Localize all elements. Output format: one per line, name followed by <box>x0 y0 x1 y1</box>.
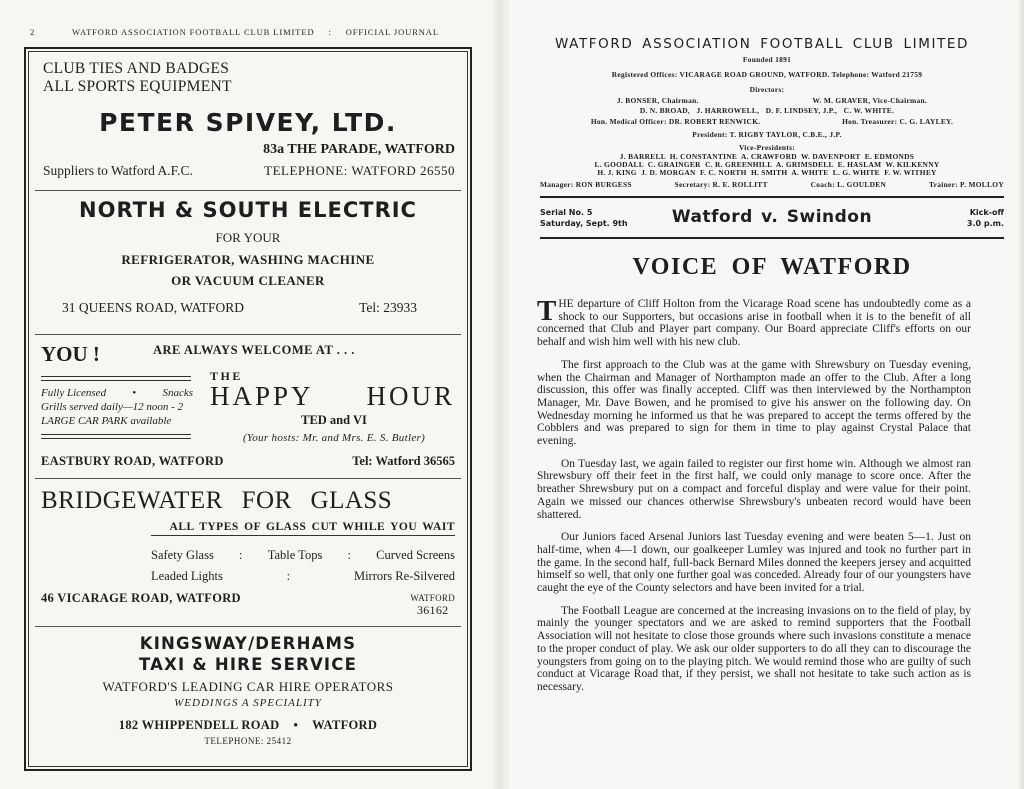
divider <box>35 626 461 627</box>
ad-telephone: TELEPHONE: 25412 <box>204 736 292 746</box>
staff-row <box>540 180 1004 189</box>
double-rule <box>41 376 191 381</box>
service-item: Safety Glass <box>151 548 214 562</box>
article-paragraph: The Football League are concerned at the increasing invasions on to the field of play, by mainly the younger spectators and we are asked to remind supporters that the Football Association will not hesitate to close those grounds where such invasions constitute a menace to the proper conduct of play. We ask our older supporters to do all they can to discourage the youngsters from going on to the playing pitch. We would remind those who are guilty of such conduct at Vicarage Road that, if they persist, we shall not hesitate to take such action as is necessary. <box>537 604 971 693</box>
staff-member: Coach: L. GOULDEN <box>810 180 887 189</box>
divider <box>35 334 461 335</box>
divider <box>35 478 461 479</box>
name-word: HOUR <box>366 381 455 411</box>
officers-row <box>550 117 994 126</box>
header-journal: OFFICIAL JOURNAL <box>345 27 439 37</box>
ad-business-name: BRIDGEWATER FOR GLASS <box>41 487 393 514</box>
feature-text: Grills served daily—12 noon - 2 <box>41 401 184 413</box>
bullet-icon: • <box>132 387 137 399</box>
ad-address: 83a THE PARADE, WATFORD <box>263 142 455 157</box>
ad-line: REFRIGERATOR, WASHING MACHINE <box>121 252 375 267</box>
ad-tagline: Suppliers to Watford A.F.C. <box>43 163 193 178</box>
feature-text: LARGE CAR PARK available <box>41 415 172 427</box>
match-date: Saturday, Sept. 9th <box>540 219 628 228</box>
vice-presidents-row: L. GOODALL C. GRAINGER C. R. GREENHILL A. GRIMSDELL E. HASLAM W. KILKENNY <box>594 160 940 169</box>
staff-member: Secretary: R. E. ROLLITT <box>674 180 768 189</box>
vice-presidents-row: J. BARRELL H. CONSTANTINE A. CRAWFORD W. DAVENPORT E. EDMONDS <box>619 152 915 161</box>
article-body <box>537 295 971 704</box>
article-headline: VOICE OF WATFORD <box>632 254 912 280</box>
ad-tagline: WATFORD'S LEADING CAR HIRE OPERATORS <box>102 679 394 694</box>
ad-features <box>41 386 193 428</box>
divider <box>540 237 1004 239</box>
ads-frame <box>24 47 472 771</box>
article-paragraph: The first approach to the Club was at the game with Shrewsbury on Tuesday evening, when the Chairman and Manager of Northampton made an offer to the Club. After a long discussion, this offer was finally accepted. Cliff was then interviewed by the Northampton Manager, Mr. Dave Bowen, and he promised to give his answer on the following day. On Wednesday morning he informed us that he was prepared to accept the terms offered by the Cobblers and was prepared to sign for them in time to play against Crystal Palace that evening. <box>537 358 971 448</box>
header-title: WATFORD ASSOCIATION FOOTBALL CLUB LIMITED <box>72 27 315 37</box>
director: J. BONSER, Chairman. <box>616 96 699 105</box>
paragraph-text: HE departure of Cliff Holton from the Vicarage Road scene has undoubtedly come as a shock to our Supporters, but occasions arise in football when it is to the benefit of all concerned that Club and Player part company. Our Board appreciate Cliff's efforts on our behalf and wish him well with his new club. <box>537 298 971 349</box>
service-item: Leaded Lights <box>151 569 223 583</box>
ad-services <box>151 548 455 590</box>
bullet-icon: • <box>293 718 299 732</box>
article-paragraph: On Tuesday last, we again failed to register our first home win. Although we almost ran Shrewsbury off their feet in the first half, we could only manage to score once. After the breather Shrewsbury put on a compact and forceful display and were value for their point. Again we missed our chances otherwise Shrewsbury's unbeaten record would have been shattered. <box>537 457 971 521</box>
ad-address: EASTBURY ROAD, WATFORD <box>41 454 224 468</box>
directors-row: D. N. BROAD, J. HARROWELL, D. F. LINDSEY, J.P., C. W. WHITE. <box>639 106 895 115</box>
tel-number: 36162 <box>416 603 449 617</box>
vice-presidents-label: Vice-Presidents: <box>738 143 796 152</box>
vice-presidents-row: H. J. KING J. D. MORGAN F. C. NORTH H. SMITH A. WHITE L. G. WHITE F. W. WITHEY <box>597 168 937 177</box>
ad-telephone <box>410 592 455 616</box>
address-road: 182 WHIPPENDELL ROAD <box>118 718 280 732</box>
page-edge <box>1018 0 1024 789</box>
ad-telephone: Tel: 23933 <box>359 300 417 315</box>
address-town: WATFORD <box>312 718 378 732</box>
ad-welcome: ARE ALWAYS WELCOME AT . . . <box>153 343 355 357</box>
service-item: Table Tops <box>267 548 323 562</box>
separator: : <box>239 548 243 562</box>
ad-business-name: PETER SPIVEY, LTD. <box>99 108 397 137</box>
ad-happy-hour <box>29 336 467 478</box>
book-gutter <box>492 0 510 789</box>
ad-the: THE <box>210 369 243 383</box>
ad-peter-spivey <box>29 52 467 190</box>
header-separator: : <box>328 27 332 37</box>
founded: Founded 1891 <box>742 55 792 64</box>
directors-row <box>560 96 984 105</box>
name-word: HAPPY <box>210 381 314 411</box>
serial-number: Serial No. 5 <box>540 208 593 217</box>
director: W. M. GRAVER, Vice-Chairman. <box>812 96 928 105</box>
ad-telephone: Tel: Watford 36565 <box>352 454 455 468</box>
ad-line: ALL SPORTS EQUIPMENT <box>43 78 232 95</box>
feature-text: Snacks <box>162 387 193 399</box>
ad-you: YOU ! <box>41 342 100 366</box>
directors-label: Directors: <box>749 85 785 94</box>
ad-telephone: TELEPHONE: WATFORD 26550 <box>264 163 455 178</box>
service-item: Mirrors Re-Silvered <box>353 569 455 583</box>
article-paragraph <box>537 295 971 349</box>
tel-label: WATFORD <box>410 593 455 603</box>
ad-line: OR VACUUM CLEANER <box>171 273 325 288</box>
ad-business-name <box>210 381 455 412</box>
ad-business-name: NORTH & SOUTH ELECTRIC <box>79 198 417 222</box>
match-banner <box>540 200 1004 238</box>
staff-member: Manager: RON BURGESS <box>540 180 632 189</box>
kickoff <box>967 207 1004 229</box>
ad-line: CLUB TIES AND BADGES <box>43 60 230 77</box>
separator: : <box>347 548 351 562</box>
ad-tagline: ALL TYPES OF GLASS CUT WHILE YOU WAIT <box>151 521 455 536</box>
page-number: 2 <box>30 27 36 37</box>
registered-offices: Registered Offices: VICARAGE ROAD GROUND, WATFORD. Telephone: Watford 21759 <box>611 70 923 79</box>
ad-speciality: WEDDINGS A SPECIALITY <box>174 697 322 709</box>
kickoff-time: 3.0 p.m. <box>966 219 1004 228</box>
ad-hosts: (Your hosts: Mr. and Mrs. E. S. Butler) <box>242 432 426 444</box>
staff-member: Trainer: P. MOLLOY <box>928 180 1004 189</box>
ad-business-name: KINGSWAY/DERHAMS <box>139 634 357 653</box>
running-header <box>30 27 450 37</box>
ad-line: FOR YOUR <box>215 230 281 245</box>
ad-address <box>29 718 467 733</box>
ad-kingsway-derhams <box>29 628 467 768</box>
ad-hosts-names: TED and VI <box>301 413 367 427</box>
left-page <box>0 0 500 789</box>
service-item: Curved Screens <box>376 548 455 562</box>
divider <box>35 190 461 191</box>
kickoff-label: Kick-off <box>969 208 1004 217</box>
ad-address: 46 VICARAGE ROAD, WATFORD <box>41 591 241 605</box>
double-rule <box>41 434 191 439</box>
club-title: WATFORD ASSOCIATION FOOTBALL CLUB LIMITED <box>554 36 970 52</box>
officer: Hon. Treasurer: C. G. LAYLEY. <box>842 117 954 126</box>
officer: Hon. Medical Officer: DR. ROBERT RENWICK. <box>590 117 761 126</box>
president: President: T. RIGBY TAYLOR, C.B.E., J.P. <box>692 130 842 139</box>
ad-business-subtitle: TAXI & HIRE SERVICE <box>138 655 358 674</box>
match-title: Watford v. Swindon <box>671 207 873 227</box>
divider <box>540 196 1004 198</box>
ad-address: 31 QUEENS ROAD, WATFORD <box>62 300 245 315</box>
ad-north-south-electric <box>29 192 467 334</box>
article-paragraph: Our Juniors faced Arsenal Juniors last Tuesday evening and were beaten 5—1. Just on half-time, when 4—1 down, our goalkeeper Lumley was injured and took no further part in the game. In the second half, full-back Bernard Miles donned the keepers jersey and acquitted himself so well, that only one further goal was conceded. Already four of our youngsters have caught the eye of the County selectors and have been invited for a trial. <box>537 531 971 595</box>
ad-bridgewater <box>29 480 467 626</box>
drop-cap: T <box>537 295 557 327</box>
feature-text: Fully Licensed <box>41 387 107 399</box>
separator: : <box>286 569 291 583</box>
